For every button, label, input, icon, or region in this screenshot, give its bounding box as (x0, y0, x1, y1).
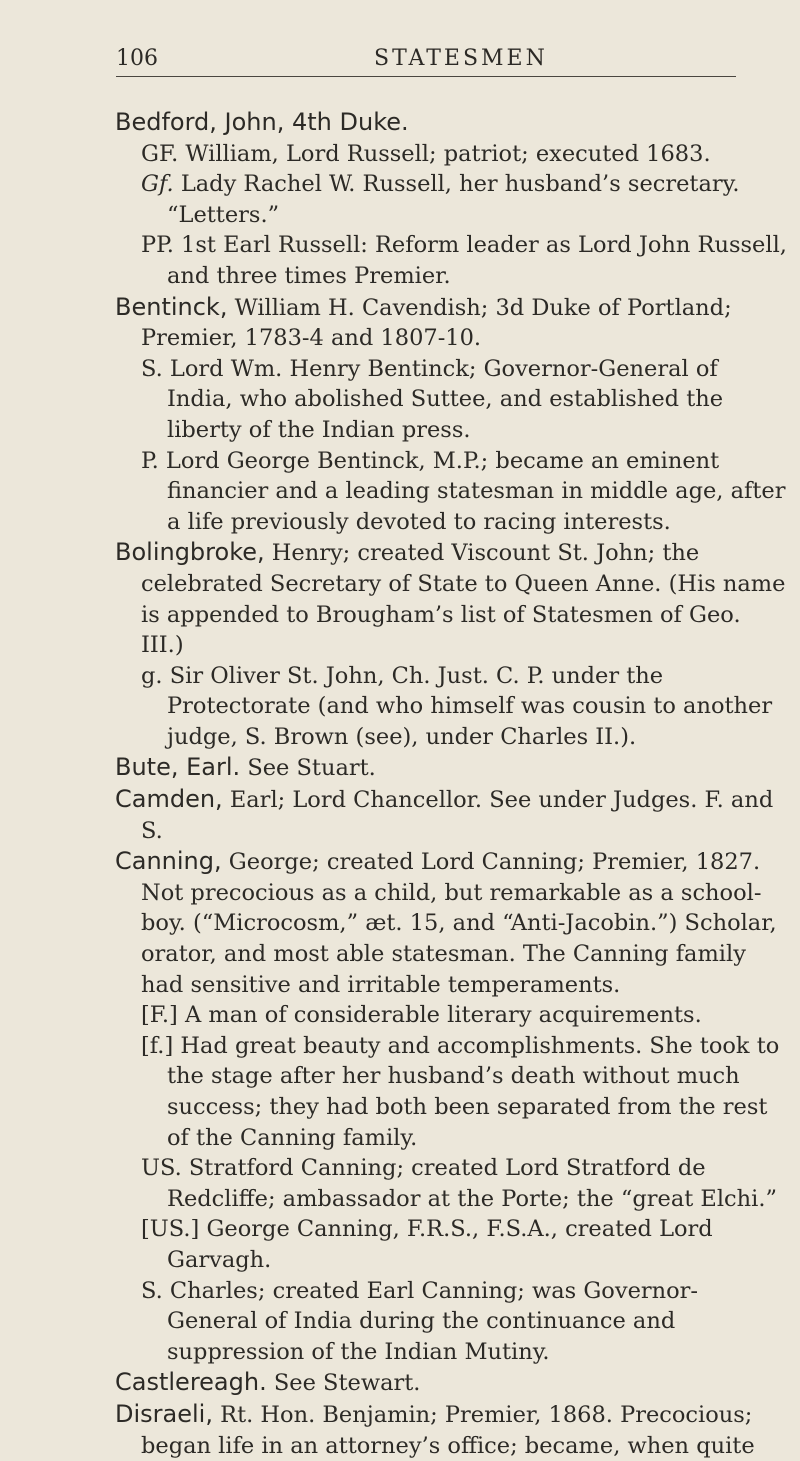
subentry (115, 661, 787, 753)
headword: Bolingbroke, (115, 538, 265, 567)
entry-text: See Stuart. (247, 755, 376, 782)
entry-bentinck (115, 292, 787, 354)
headword: Castlereagh. (115, 1368, 267, 1397)
subentry-text: Lord George Bentinck, M.P.; became an eminent financier and a leading statesman in middle age, after a life previously devoted to racing interests. (165, 447, 786, 535)
relation-label: g. (141, 662, 163, 689)
relation-label: Gf. (141, 171, 174, 198)
subentry-text: George Canning, F.R.S., F.S.A., created Lord Garvagh. (167, 1216, 713, 1273)
running-title: STATESMEN (374, 46, 548, 71)
subentry-text: Lady Rachel W. Russell, her husband’s secretary. “Letters.” (167, 171, 740, 228)
entry-canning (115, 846, 787, 1000)
relation-label: S. (141, 1277, 163, 1304)
entry-text: William H. Cavendish; 3d Duke of Portland; Premier, 1783-4 and 1807-10. (141, 294, 732, 352)
headword: Bentinck, (115, 292, 228, 321)
headword: Bute, Earl. (115, 753, 241, 782)
entry-text: Earl; Lord Chancellor. See under Judges. F. and S. (141, 787, 774, 844)
entry-text: See Stewart. (273, 1370, 421, 1397)
entries-body (115, 107, 787, 1461)
subentry (115, 139, 787, 170)
relation-label: US. (141, 1155, 182, 1182)
relation-label: [US.] (141, 1216, 200, 1243)
subentry (115, 1000, 787, 1031)
subentry-text: Lord Wm. Henry Bentinck; Governor-General of India, who abolished Suttee, and established the liberty of the Indian press. (167, 355, 724, 443)
headword: Bedford, John, 4th Duke. (115, 108, 409, 136)
relation-label: S. (141, 355, 163, 382)
subentry-text: A man of considerable literary acquirements. (184, 1002, 702, 1029)
relation-label: [f.] (141, 1032, 174, 1059)
subentry (115, 1031, 787, 1153)
entry-bute (115, 752, 787, 784)
entry-text: Rt. Hon. Benjamin; Premier, 1868. Precocious; began life in an attorney’s office; became, when quite (141, 1401, 755, 1459)
subentry (115, 1276, 787, 1368)
subentry (115, 169, 787, 230)
subentry (115, 1153, 787, 1214)
headword: Camden, (115, 785, 223, 814)
subentry-text: Had great beauty and accomplishments. She took to the stage after her husband’s death without much success; they had both been separated from the rest of the Canning family. (167, 1032, 780, 1151)
subentry-text: Stratford Canning; created Lord Stratford de Redcliffe; ambassador at the Porte; the “great Elchi.” (167, 1155, 777, 1212)
relation-label: P. (141, 447, 159, 474)
relation-label: GF. (141, 140, 179, 167)
subentry-text: 1st Earl Russell: Reform leader as Lord John Russell, and three times Premier. (167, 232, 787, 289)
entry-text: Henry; created Viscount St. John; the celebrated Secretary of State to Queen Anne. (His name is appended to Brougham’s list of Statesmen of Geo. III.) (141, 540, 786, 659)
entry-camden (115, 784, 787, 846)
entry-disraeli (115, 1399, 787, 1461)
page-number: 106 (116, 46, 158, 71)
entry-text: George; created Lord Canning; Premier, 1827. Not precocious as a child, but remarkable as a school-boy. (“Microcosm,” æt. 15, and “Anti-Jacobin.”) Scholar, orator, and most able statesman. The Canning family had sensitive and irritable temperaments. (141, 849, 777, 998)
subentry (115, 446, 787, 538)
headword: Disraeli, (115, 1399, 213, 1428)
subentry (115, 354, 787, 446)
entry-bolingbroke (115, 537, 787, 660)
entry-castlereagh (115, 1367, 787, 1399)
subentry (115, 1214, 787, 1275)
entry-bedford (115, 107, 787, 139)
subentry-text: Charles; created Earl Canning; was Governor-General of India during the continuance and suppression of the Indian Mutiny. (167, 1277, 699, 1365)
subentry-text: Sir Oliver St. John, Ch. Just. C. P. under the Protectorate (and who himself was cousin to another judge, S. Brown (see), under Charles II.). (167, 662, 773, 750)
page-header (116, 46, 736, 77)
subentry (115, 230, 787, 291)
headword: Canning, (115, 847, 222, 876)
relation-label: [F.] (141, 1002, 178, 1029)
relation-label: PP. (141, 232, 174, 259)
subentry-text: William, Lord Russell; patriot; executed 1683. (185, 140, 711, 167)
